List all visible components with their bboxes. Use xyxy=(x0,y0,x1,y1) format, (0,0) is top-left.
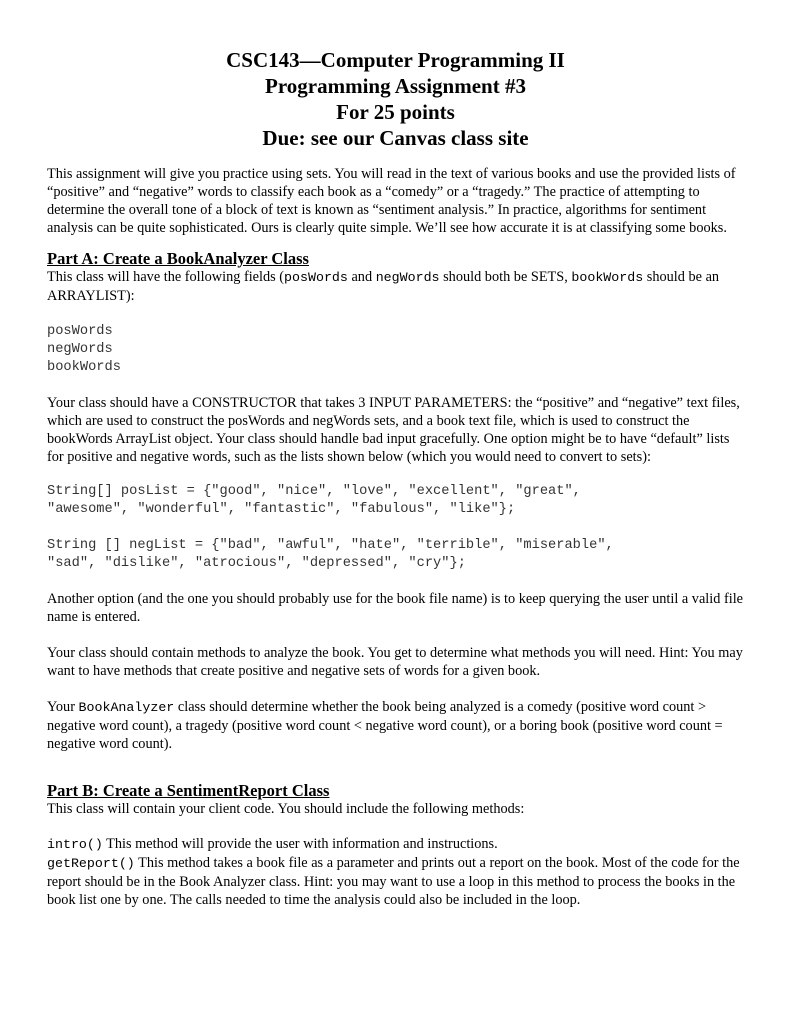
fields-description xyxy=(47,268,744,305)
field-list xyxy=(47,323,744,377)
methods-paragraph: Your class should contain methods to analyze the book. You get to determine what methods you will need. Hint: You may want to have methods that create positive and negative sets of words for a given book. xyxy=(47,645,743,679)
intro-method-description xyxy=(47,835,744,854)
field-list-item: negWords xyxy=(47,342,113,357)
fields-text-1: This class will have the following fields ( xyxy=(47,269,285,285)
bookanalyzer-text-1: Your xyxy=(47,699,79,715)
part-a-heading: Part A: Create a BookAnalyzer Class xyxy=(47,249,309,268)
neg-list-code: String [] negList = {"bad", "awful", "hate", "terrible", "miserable", "sad", "dislike", "atrocious", "depressed", "cry"}; xyxy=(47,538,614,571)
fields-text-3: should both be SETS, xyxy=(439,269,572,285)
due-line: Due: see our Canvas class site xyxy=(262,126,529,150)
field-list-item: posWords xyxy=(47,324,113,339)
getreport-method-code: getReport() xyxy=(47,856,135,871)
fields-code-poswords: posWords xyxy=(284,270,348,285)
bookanalyzer-paragraph xyxy=(47,698,744,753)
fields-code-negwords: negWords xyxy=(375,270,440,285)
document-title xyxy=(47,47,744,151)
getreport-method-description xyxy=(47,854,744,909)
bookanalyzer-code: BookAnalyzer xyxy=(78,700,175,715)
field-list-item: bookWords xyxy=(47,360,121,375)
assignment-title: Programming Assignment #3 xyxy=(265,74,526,98)
course-title: CSC143—Computer Programming II xyxy=(226,48,565,72)
fields-text-2: and xyxy=(347,269,376,285)
intro-method-text: This method will provide the user with information and instructions. xyxy=(102,836,498,852)
intro-paragraph: This assignment will give you practice using sets. You will read in the text of various books and use the provided lists of “positive” and “negative” words to classify each book as a “comedy” or a “tragedy.” The practice of attempting to determine the overall tone of a block of text is known as “sentiment analysis.” In practice, algorithms for sentiment analysis can be quite sophisticated. Ours is clearly quite simple. We’ll see how accurate it is at classifying some books. xyxy=(47,166,736,236)
bookanalyzer-text-2: class should determine whether the book being analyzed is a comedy (positive word count > negative word count), a tragedy (positive word count < negative word count), or a boring book (positive word count = negative word count). xyxy=(47,699,723,752)
fields-code-bookwords: bookWords xyxy=(571,270,644,285)
fields-text-4: should be an ARRAYLIST): xyxy=(47,269,720,304)
points-line: For 25 points xyxy=(336,100,455,124)
part-b-heading: Part B: Create a SentimentReport Class xyxy=(47,781,330,800)
client-paragraph: This class will contain your client code. You should include the following methods: xyxy=(47,801,525,817)
intro-method-code: intro() xyxy=(47,837,103,852)
constructor-paragraph: Your class should have a CONSTRUCTOR that takes 3 INPUT PARAMETERS: the “positive” and “negative” text files, which are used to construct the posWords and negWords sets, and a book text file, which is used to construct the bookWords ArrayList object. Your class should handle bad input gracefully. One option might be to have “default” lists for positive and negative words, such as the lists shown below (which you would need to convert to sets): xyxy=(47,395,740,465)
another-option-paragraph: Another option (and the one you should probably use for the book file name) is to keep querying the user until a valid file name is entered. xyxy=(47,591,744,625)
getreport-method-text: This method takes a book file as a parameter and prints out a report on the book. Most of the code for the report should be in the Book Analyzer class. Hint: you may want to use a loop in this method to process the books in the book list one by one. The calls needed to time the analysis could also be included in the loop. xyxy=(47,855,740,908)
pos-list-code: String[] posList = {"good", "nice", "love", "excellent", "great", "awesome", "wonderful", "fantastic", "fabulous", "like"}; xyxy=(47,484,581,517)
